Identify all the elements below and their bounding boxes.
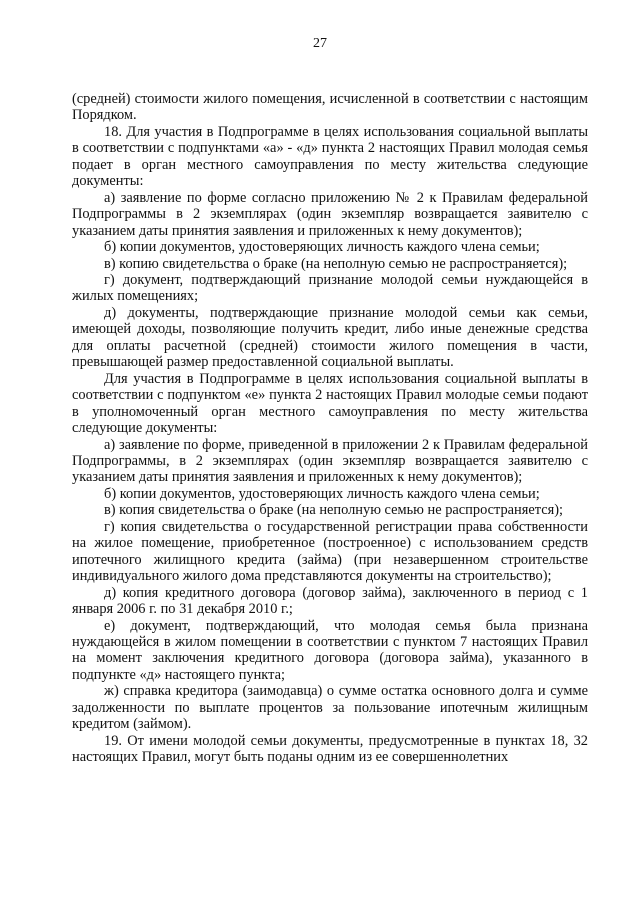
- document-paragraph: д) документы, подтверждающие признание молодой семьи как семьи, имеющей доходы, позволяющие получить кредит, либо иные денежные средства для оплаты расчетной (средней) стоимости жилого помещения в части, превышающей размер предоставленной социальной выплаты.: [72, 304, 588, 371]
- document-paragraph: е) документ, подтверждающий, что молодая семья была признана нуждающейся в жилом помещении в соответствии с пунктом 7 настоящих Правил на момент заключения кредитного договора (договора займа), указанного в подпункте «д» настоящего пункта;: [72, 617, 588, 683]
- document-paragraph: г) копия свидетельства о государственной регистрации права собственности на жилое помещение, приобретенное (построенное) с использованием средств ипотечного жилищного кредита (займа) (при незавершенном строительстве индивидуального жилого дома представляются документы на строительство);: [72, 518, 588, 585]
- document-paragraph: (средней) стоимости жилого помещения, исчисленной в соответствии с настоящим Порядком.: [72, 91, 588, 124]
- document-paragraph: в) копию свидетельства о браке (на неполную семью не распространяется);: [104, 255, 568, 272]
- document-paragraph: б) копии документов, удостоверяющих личность каждого члена семьи;: [104, 239, 540, 256]
- document-paragraph: а) заявление по форме согласно приложению № 2 к Правилам федеральной Подпрограммы в 2 экземплярах (один экземпляр возвращается заявителю с указанием даты принятия заявления и приложенных к нему документов);: [72, 189, 588, 239]
- document-paragraph: а) заявление по форме, приведенной в приложении 2 к Правилам федеральной Подпрограммы, в 2 экземплярах (один экземпляр возвращается заявителю с указанием даты принятия заявления и приложенных к нему документов);: [72, 436, 588, 486]
- page-number: 27: [313, 36, 327, 51]
- document-body: [72, 91, 588, 766]
- document-paragraph: б) копии документов, удостоверяющих личность каждого члена семьи;: [104, 485, 540, 502]
- document-paragraph: в) копия свидетельства о браке (на неполную семью не распространяется);: [104, 502, 564, 519]
- document-paragraph: д) копия кредитного договора (договор займа), заключенного в период с 1 января 2006 г. по 31 декабря 2010 г.;: [72, 584, 588, 618]
- document-paragraph: г) документ, подтверждающий признание молодой семьи нуждающейся в жилых помещениях;: [72, 271, 588, 305]
- document-paragraph: ж) справка кредитора (заимодавца) о сумме остатка основного долга и сумме задолженности по выплате процентов за пользование ипотечным жилищным кредитом (займом).: [72, 683, 588, 733]
- document-paragraph: Для участия в Подпрограмме в целях использования социальной выплаты в соответствии с подпунктом «е» пункта 2 настоящих Правил молодые семьи подают в уполномоченный орган местного самоуправления по месту жительства следующие документы:: [72, 370, 588, 437]
- document-paragraph: 19. От имени молодой семьи документы, предусмотренные в пунктах 18, 32 настоящих Правил, могут быть поданы одним из ее совершеннолетних: [72, 732, 588, 766]
- document-paragraph: 18. Для участия в Подпрограмме в целях использования социальной выплаты в соответствии с подпунктами «а» - «д» пункта 2 настоящих Правил молодая семья подает в орган местного самоуправления по месту жительства следующие документы:: [72, 123, 588, 190]
